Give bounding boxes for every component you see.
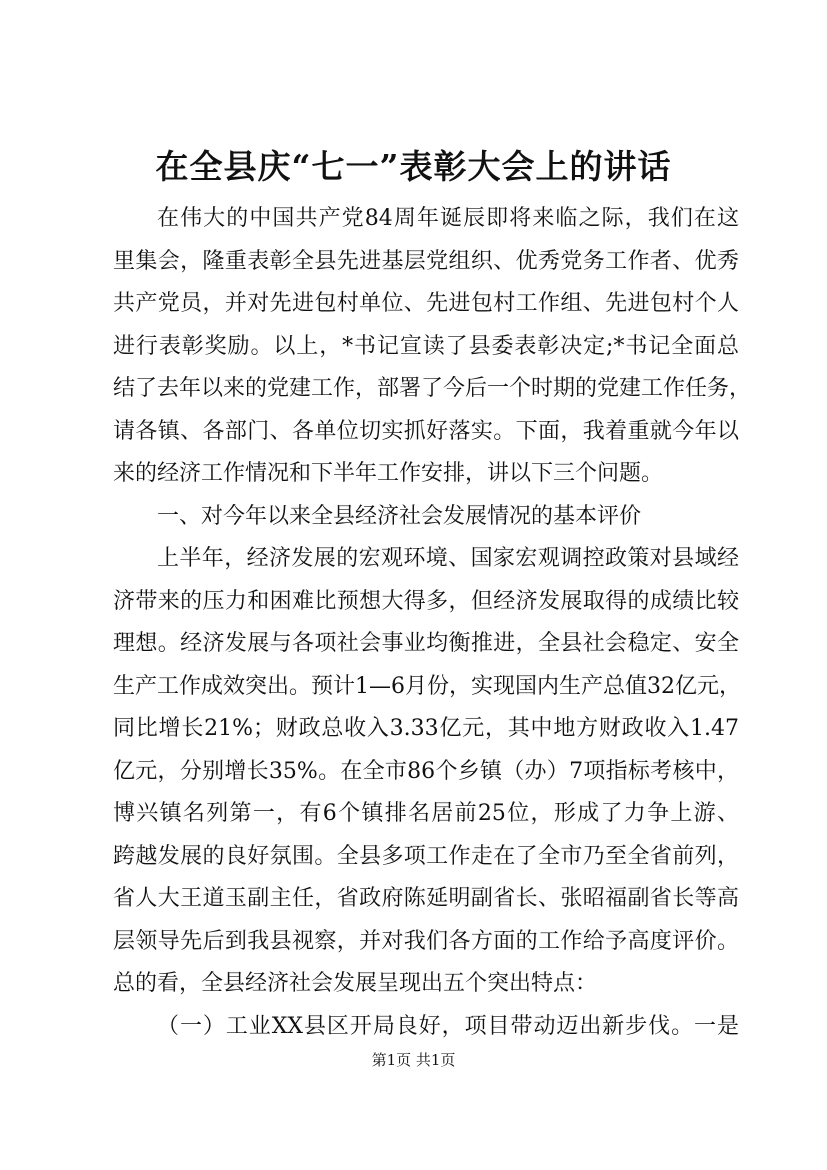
body-line: 进行表彰奖励。以上，*书记宣读了县委表彰决定;*书记全面总 [113, 333, 739, 359]
document-body [113, 198, 752, 1048]
body-line: 上半年，经济发展的宏观环境、国家宏观调控政策对县域经 [157, 546, 739, 571]
body-line: 共产党员，并对先进包村单位、先进包村工作组、先进包村个人 [113, 291, 739, 316]
body-line: 里集会，隆重表彰全县先进基层党组织、优秀党务工作者、优秀 [113, 248, 739, 274]
body-line: 层领导先后到我县视察，并对我们各方面的工作给予高度评价。 [113, 928, 739, 954]
body-line: 生产工作成效突出。预计1—6月份，实现国内生产总值32亿元， [113, 673, 741, 699]
body-line: 亿元，分别增长35%。在全市86个乡镇（办）7项指标考核中， [113, 758, 739, 784]
body-line: 结了去年以来的党建工作，部署了今后一个时期的党建工作任务， [113, 376, 752, 401]
body-line: 理想。经济发展与各项社会事业均衡推进，全县社会稳定、安全 [113, 631, 739, 656]
section-heading: 一、对今年以来全县经济社会发展情况的基本评价 [157, 503, 642, 529]
subsection-line: （一）工业XX县区开局良好，项目带动迈出新步伐。一是 [157, 1013, 739, 1039]
body-line: 在伟大的中国共产党84周年诞辰即将来临之际，我们在这 [157, 206, 739, 231]
body-line: 请各镇、各部门、各单位切实抓好落实。下面，我着重就今年以 [113, 418, 739, 444]
body-line: 来的经济工作情况和下半年工作安排，讲以下三个问题。 [113, 461, 664, 486]
document-title: 在全县庆“七一”表彰大会上的讲话 [155, 147, 672, 186]
body-line: 同比增长21%；财政总收入3.33亿元，其中地方财政收入1.47 [113, 716, 739, 741]
page-number: 第1页 共1页 [371, 1051, 456, 1069]
body-line: 博兴镇名列第一，有6个镇排名居前25位，形成了力争上游、 [113, 801, 739, 826]
body-line: 济带来的压力和困难比预想大得多，但经济发展取得的成绩比较 [113, 588, 739, 614]
body-line: 省人大王道玉副主任，省政府陈延明副省长、张昭福副省长等高 [113, 886, 739, 911]
body-line: 总的看，全县经济社会发展呈现出五个突出特点： [113, 971, 598, 996]
body-line: 跨越发展的良好氛围。全县多项工作走在了全市乃至全省前列， [113, 843, 739, 869]
